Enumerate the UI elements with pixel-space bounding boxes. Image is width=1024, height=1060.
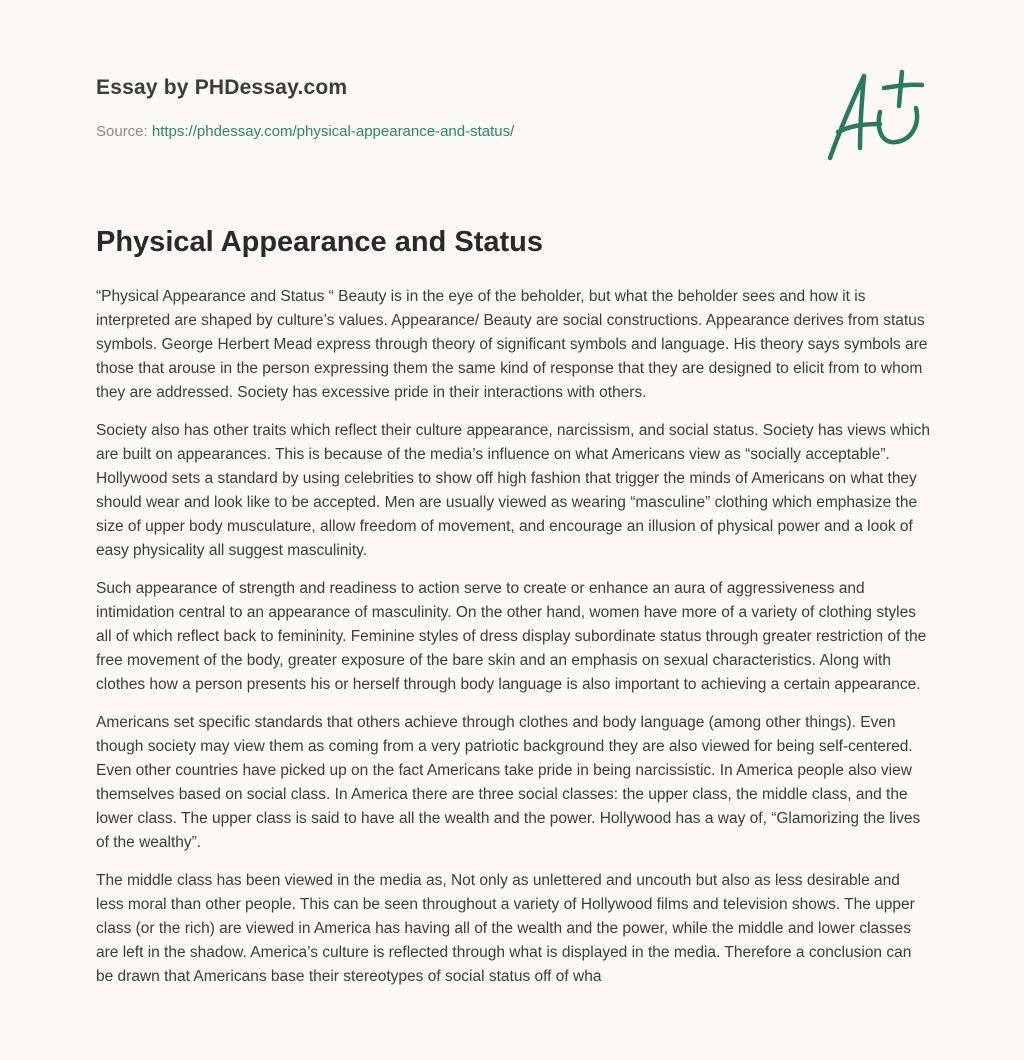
essay-body xyxy=(96,285,930,1003)
source-label: Source: xyxy=(96,123,152,140)
essay-paragraph: Society also has other traits which reflect their culture appearance, narcissism, and social status. Society has views which are built on appearances. This is because of the media’s influence on what Americans view as “socially acceptable”. Hollywood sets a standard by using celebrities to show off high fashion that trigger the minds of Americans on what they should wear and look like to be accepted. Men are usually viewed as wearing “masculine” clothing which emphasize the size of upper body musculature, allow freedom of movement, and encourage an illusion of physical power and a look of easy physicality all suggest masculinity. xyxy=(96,422,930,559)
essay-paragraph: “Physical Appearance and Status “ Beauty is in the eye of the beholder, but what the beholder sees and how it is interpreted are shaped by culture’s values. Appearance/ Beauty are social constructions. Appearance derives from status symbols. George Herbert Mead express through theory of significant symbols and language. His theory says symbols are those that arouse in the person expressing them the same kind of response that they are designed to elicit from to whom they are addressed. Society has excessive pride in their interactions with others. xyxy=(96,288,928,401)
source-line xyxy=(96,123,514,140)
site-title: Essay by PHDessay.com xyxy=(96,76,348,99)
source-link[interactable]: https://phdessay.com/physical-appearance-and-status/ xyxy=(151,123,515,140)
essay-paragraph: The middle class has been viewed in the media as, Not only as unlettered and uncouth but also as less desirable and less moral than other people. This can be seen throughout a variety of Hollywood films and television shows. The upper class (or the rich) are viewed in America has having all of the wealth and the power, while the middle and lower classes are left in the shadow. America’s culture is reflected through what is displayed in the media. Therefore a conclusion can be drawn that Americans base their stereotypes of social status off of wha xyxy=(96,872,915,985)
essay-title: Physical Appearance and Status xyxy=(96,226,543,258)
essay-paragraph: Such appearance of strength and readiness to action serve to create or enhance an aura of aggressiveness and intimidation central to an appearance of masculinity. On the other hand, women have more of a variety of clothing styles all of which reflect back to femininity. Feminine styles of dress display subordinate status through greater restriction of the free movement of the body, greater exposure of the bare skin and an emphasis on sexual characteristics. Along with clothes how a person presents his or herself through body language is also important to achieving a certain appearance. xyxy=(96,580,927,693)
essay-paragraph: Americans set specific standards that others achieve through clothes and body language (among other things). Even though society may view them as coming from a very patriotic background they are also viewed for being self-centered. Even other countries have picked up on the fact Americans take pride in being narcissistic. In America people also view themselves based on social class. In America there are three social classes: the upper class, the middle class, and the lower class. The upper class is said to have all the wealth and the power. Hollywood has a way of, “Glamorizing the lives of the wealthy”. xyxy=(96,714,921,851)
a-plus-grade-icon xyxy=(818,68,930,164)
